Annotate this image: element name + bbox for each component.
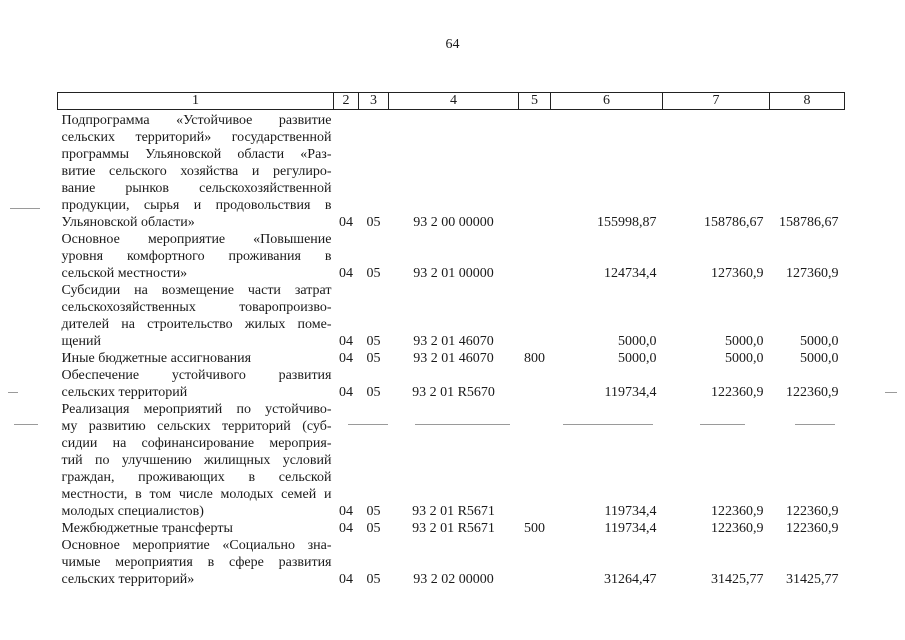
page-number: 64 — [445, 37, 460, 52]
cell-pr: 05 — [366, 521, 381, 536]
cell-name-line: местности, в том числе молодых семей и — [61, 487, 332, 502]
cell-name-line: Основное мероприятие «Повышение — [61, 232, 332, 247]
column-header: 8 — [770, 93, 845, 110]
cell-vr: 500 — [524, 521, 545, 536]
scan-artifact-line — [795, 424, 835, 425]
cell-name — [58, 520, 334, 537]
cell-name-line: вание рынков сельскохозяйственной — [61, 181, 332, 196]
cell-name-line: сельских территорий» государственной — [61, 130, 332, 145]
column-header: 6 — [551, 93, 663, 110]
cell-name-line: сельской местности» — [61, 266, 188, 281]
cell-vr: 800 — [524, 351, 545, 366]
cell-rz: 04 — [339, 385, 353, 400]
cell-amount-col8: 127360,9 — [786, 266, 839, 281]
cell-amount-col7: 122360,9 — [711, 385, 764, 400]
cell-name-line: тий по улучшению жилищных условий — [61, 453, 332, 468]
cell-pr: 05 — [366, 334, 381, 349]
cell-rz: 04 — [339, 351, 353, 366]
cell-name — [58, 367, 334, 401]
cell-rz: 04 — [339, 334, 353, 349]
table-row — [58, 110, 845, 232]
cell-amount-col7: 158786,67 — [704, 215, 764, 230]
cell-name-line: молодых специалистов) — [61, 504, 204, 519]
cell-amount-col8: 122360,9 — [786, 521, 839, 536]
cell-vr — [519, 367, 551, 401]
cell-vr — [519, 537, 551, 588]
cell-amount-col7: 31425,77 — [711, 572, 764, 587]
cell-amount-col8: 31425,77 — [786, 572, 839, 587]
cell-csr: 93 2 01 46070 — [413, 334, 494, 349]
cell-name-line: Реализация мероприятий по устойчиво- — [61, 402, 332, 417]
column-header: 5 — [519, 93, 551, 110]
cell-name-line: Ульяновской области» — [61, 215, 195, 230]
cell-vr — [519, 110, 551, 232]
cell-amount-col6: 5000,0 — [618, 351, 657, 366]
cell-amount-col6: 155998,87 — [597, 215, 657, 230]
budget-table — [57, 92, 845, 588]
cell-rz: 04 — [339, 521, 353, 536]
column-header: 7 — [663, 93, 770, 110]
scan-artifact-line — [10, 208, 40, 209]
cell-name-line: щений — [61, 334, 101, 349]
cell-amount-col6: 31264,47 — [604, 572, 657, 587]
cell-pr: 05 — [366, 385, 381, 400]
cell-name-line: витие сельского хозяйства и регулиро- — [61, 164, 332, 179]
table-row — [58, 520, 845, 537]
cell-pr: 05 — [366, 504, 381, 519]
cell-name — [58, 110, 334, 232]
cell-name-line: Иные бюджетные ассигнования — [61, 351, 252, 366]
cell-amount-col6: 119734,4 — [604, 504, 657, 519]
cell-amount-col8: 122360,9 — [786, 504, 839, 519]
cell-name-line: сельских территорий — [61, 385, 188, 400]
cell-amount-col6: 124734,4 — [604, 266, 657, 281]
cell-csr: 93 2 01 46070 — [413, 351, 494, 366]
cell-name-line: Обеспечение устойчивого развития — [61, 368, 332, 383]
cell-amount-col7: 127360,9 — [711, 266, 764, 281]
cell-amount-col6: 119734,4 — [604, 385, 657, 400]
cell-csr: 93 2 01 R5671 — [412, 521, 495, 536]
cell-csr: 93 2 01 00000 — [413, 266, 494, 281]
scan-artifact-line — [348, 424, 388, 425]
table-row — [58, 401, 845, 520]
cell-amount-col7: 122360,9 — [711, 521, 764, 536]
cell-amount-col7: 122360,9 — [711, 504, 764, 519]
cell-rz: 04 — [339, 504, 353, 519]
cell-name-line: Основное мероприятие «Социально зна- — [61, 538, 332, 553]
cell-name-line: программы Ульяновской области «Раз- — [61, 147, 332, 162]
cell-name-line: Субсидии на возмещение части затрат — [61, 283, 332, 298]
column-header: 4 — [389, 93, 519, 110]
cell-name — [58, 401, 334, 520]
scan-artifact-line — [14, 424, 38, 425]
cell-rz: 04 — [339, 215, 353, 230]
cell-name-line: му развитию сельских территорий (суб- — [61, 419, 332, 434]
scan-artifact-line — [8, 392, 18, 393]
cell-name-line: чимые мероприятия в сфере развития — [61, 555, 332, 570]
cell-name — [58, 231, 334, 282]
cell-amount-col8: 122360,9 — [786, 385, 839, 400]
cell-rz: 04 — [339, 572, 353, 587]
cell-csr: 93 2 01 R5670 — [412, 385, 495, 400]
cell-name — [58, 537, 334, 588]
cell-amount-col8: 5000,0 — [800, 334, 839, 349]
cell-amount-col6: 5000,0 — [618, 334, 657, 349]
cell-pr: 05 — [366, 266, 381, 281]
cell-name-line: граждан, проживающих в сельской — [61, 470, 332, 485]
table-row — [58, 350, 845, 367]
cell-vr — [519, 282, 551, 350]
cell-csr: 93 2 01 R5671 — [412, 504, 495, 519]
cell-vr — [519, 231, 551, 282]
scan-artifact-line — [885, 392, 897, 393]
cell-name — [58, 350, 334, 367]
cell-amount-col7: 5000,0 — [725, 351, 764, 366]
cell-name-line: Межбюджетные трансферты — [61, 521, 233, 536]
table-body — [58, 110, 845, 589]
cell-amount-col8: 5000,0 — [800, 351, 839, 366]
cell-vr — [519, 401, 551, 520]
cell-name-line: продукции, сырья и продовольствия в — [61, 198, 332, 213]
cell-csr: 93 2 00 00000 — [413, 215, 494, 230]
column-header: 1 — [58, 93, 334, 110]
table-row — [58, 231, 845, 282]
scan-artifact-line — [415, 424, 510, 425]
column-header: 2 — [334, 93, 359, 110]
table-row — [58, 367, 845, 401]
cell-pr: 05 — [366, 215, 381, 230]
cell-rz: 04 — [339, 266, 353, 281]
cell-amount-col7: 5000,0 — [725, 334, 764, 349]
column-number-row — [58, 93, 845, 110]
table-row — [58, 282, 845, 350]
scan-artifact-line — [563, 424, 653, 425]
scan-artifact-line — [700, 424, 745, 425]
cell-pr: 05 — [366, 351, 381, 366]
column-header: 3 — [359, 93, 389, 110]
cell-amount-col6: 119734,4 — [604, 521, 657, 536]
cell-pr: 05 — [366, 572, 381, 587]
cell-name-line: уровня комфортного проживания в — [61, 249, 332, 264]
cell-name-line: сельских территорий» — [61, 572, 195, 587]
cell-csr: 93 2 02 00000 — [413, 572, 494, 587]
cell-name-line: Подпрограмма «Устойчивое развитие — [61, 113, 332, 128]
cell-name-line: сельскохозяйственных товаропроизво- — [61, 300, 332, 315]
cell-amount-col8: 158786,67 — [779, 215, 839, 230]
cell-name-line: дителей на строительство жилых поме- — [61, 317, 332, 332]
cell-name-line: сидии на софинансирование мероприя- — [61, 436, 332, 451]
table-row — [58, 537, 845, 588]
cell-name — [58, 282, 334, 350]
